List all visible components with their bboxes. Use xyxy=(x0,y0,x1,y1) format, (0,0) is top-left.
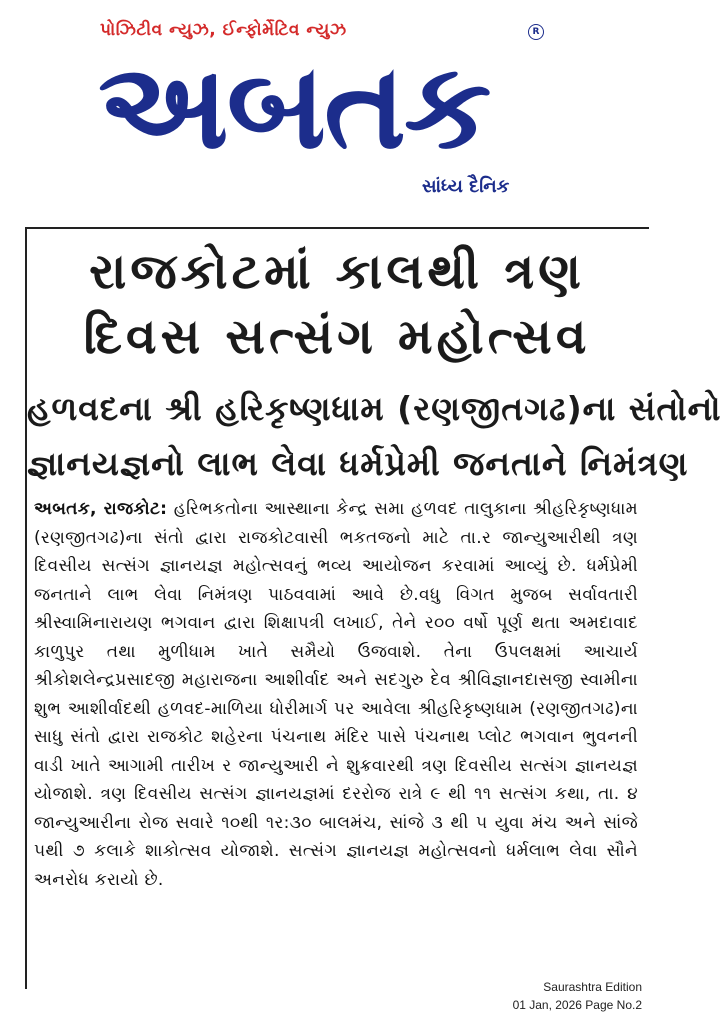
article-dateline: અબતક, રાજકોટ: xyxy=(34,499,168,519)
masthead xyxy=(0,0,648,210)
footer-date-page: 01 Jan, 2026 Page No.2 xyxy=(512,998,642,1012)
article-body-text: હરિભકતોના આસ્થાના કેન્દ્ર સમા હળવદ તાલુકાના શ્રીહરિકૃષ્ણધામ (રણજીતગઢ)ના સંતો દ્વારા રાજકોટવાસી ભકતજનો માટે તા.ર જાન્યુઆરીથી ત્રણ દિવસીય સત્સંગ જ્ઞાનયજ્ઞ મહોત્સવનું ભવ્ય આયોજન કરવામાં આવ્યું છે. ધર્મપ્રેમી જનતાને લાભ લેવા નિમંત્રણ પાઠવવામાં આવે છે.વધુ વિગત મુજબ સર્વાવતારી શ્રીસ્વામિનારાયણ ભગવાન દ્વારા શિક્ષાપત્રી લખાઈ, તેને ર૦૦ વર્ષો પૂર્ણ થતા અમદાવાદ કાળુપુર તથા મુળીધામ ખાતે સમૈયો ઉજવાશે. તેના ઉપલક્ષમાં આચાર્ય શ્રીકોશલેન્દ્રપ્રસાદજી મહારાજના આશીર્વાદ અને સદગુરુ દેવ શ્રીવિજ્ઞાનદાસજી સ્વામીના શુભ આશીર્વાદથી હળવદ-માળિયા ધોરીમાર્ગ પર આવેલા શ્રીહરિકૃષ્ણધામ (રણજીતગઢ)ના સાધુ સંતો દ્વારા રાજકોટ શહેરના પંચનાથ મંદિર પાસે પંચનાથ પ્લોટ ભગવાન ભુવનની વાડી ખાતે આગામી તારીખ ર જાન્યુઆરી ને શુક્રવારથી ત્રણ દિવસીય સત્સંગ જ્ઞાનયજ્ઞ યોજાશે. ત્રણ દિવસીય સત્સંગ જ્ઞાનયજ્ઞમાં દરરોજ રાત્રે ૯ થી ૧૧ સત્સંગ કથા, તા. ૪ જાન્યુઆરીના રોજ સવારે ૧૦થી ૧ર:૩૦ બાલમંચ, સાંજે ૩ થી ૫ યુવા મંચ અને સાંજે ૫થી ૭ કલાકે શાકોત્સવ યોજાશે. સત્સંગ જ્ઞાનયજ્ઞ મહોત્સવનો ધર્મલાભ લેવા સૌને અનરોધ કરાયો છે. xyxy=(34,499,638,890)
newspaper-logo: અબતક xyxy=(98,37,490,175)
edition-type-label: સાંધ્ય દૈનિક xyxy=(422,176,510,197)
subheadline-line-2: જ્ઞાનયજ્ઞનો લાભ લેવા ધર્મપ્રેમી જનતાને નિમંત્રણ xyxy=(27,444,689,483)
footer-edition: Saurashtra Edition xyxy=(543,980,642,994)
page-footer xyxy=(513,978,642,1014)
article-body xyxy=(34,495,638,894)
subheadline-line-1: હળવદના શ્રી હરિકૃષ્ણધામ (રણજીતગઢ)ના સંતોનો xyxy=(27,389,722,428)
masthead-tagline: પોઝિટીવ ન્યુઝ, ઈન્ફોર્મેટિવ ન્યુઝ xyxy=(100,20,347,40)
headline-line-2: દિવસ સત્સંગ મહોત્સવ xyxy=(83,308,591,365)
registered-mark-icon: R xyxy=(528,24,544,40)
headline-line-1: રાજકોટમાં કાલથી ત્રણ xyxy=(89,243,585,300)
